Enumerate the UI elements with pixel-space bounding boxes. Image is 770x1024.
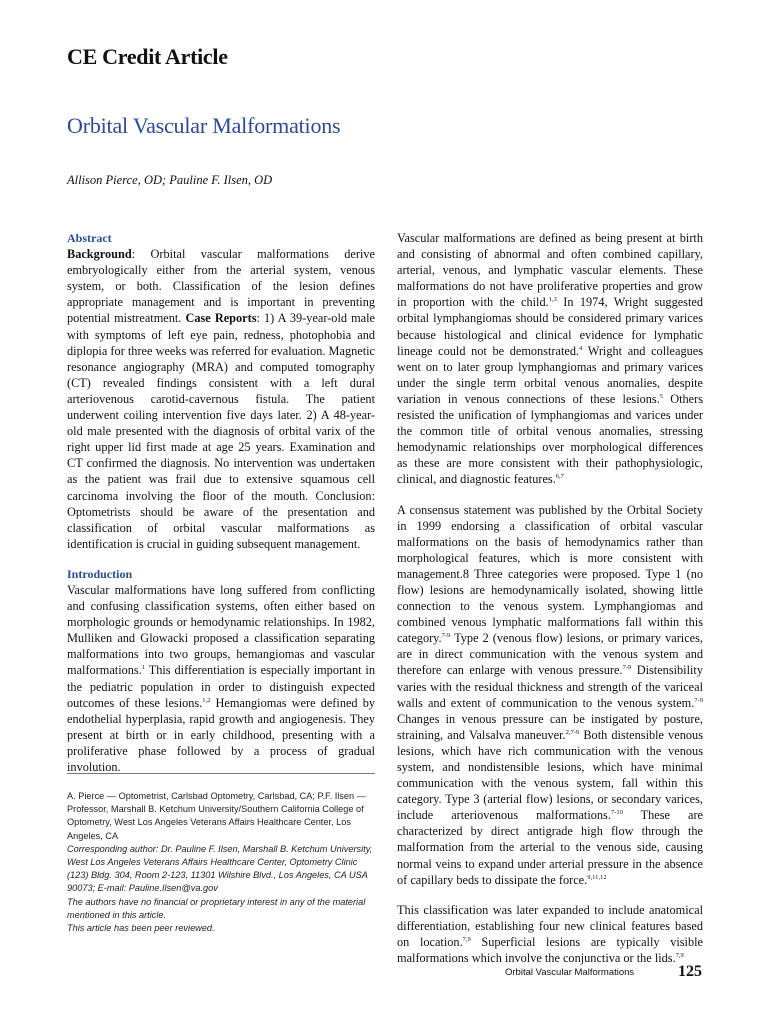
page-number: 125 <box>678 963 702 980</box>
introduction-text <box>67 582 375 775</box>
footnote <box>67 790 377 935</box>
text: A consensus statement was published by the Orbital Society in 1999 endorsing a classification of orbital vascular malformations on the basis of hemodynamics rather than morphological features, which is more consistent with management.8 Three categories were proposed. Type 1 (no flow) lesions are hemodynamically isolated, showing little connection to the venous system. Lymphangiomas and combined venous lymphatic malformations fall within this category. <box>397 502 703 646</box>
citation: 4 <box>579 344 583 352</box>
citation: 1,2 <box>202 696 211 704</box>
abstract-text <box>67 246 375 552</box>
authors: Allison Pierce, OD; Pauline F. Ilsen, OD <box>67 173 273 187</box>
text: In 1974, Wright suggested orbital lymphangiomas should be considered primary varices because histological and clinical evidence for lymphatic lineage could not be demonstrated. <box>397 295 703 358</box>
text: Changes in venous pressure can be instigated by posture, straining, and Valsalva maneuver. <box>397 711 703 742</box>
citation: 6,7 <box>555 473 564 481</box>
introduction-heading: Introduction <box>67 566 133 581</box>
peer-review-note: This article has been peer reviewed. <box>67 923 215 934</box>
citation: 7-9 <box>622 664 632 672</box>
abstract-heading: Abstract <box>67 231 112 245</box>
text: Wright and colleagues went on to later group lymphangiomas and primary varices under the single term orbital venous anomalies, despite variation in venous connections of these lesions. <box>397 343 703 406</box>
citation: 7-9 <box>441 632 451 640</box>
background-label: Background <box>67 247 132 262</box>
text: Others resisted the unification of lymphangiomas and varices under the common title of orbital venous anomalies, stressing hemodynamic relationships over morphological differences as these are more consistent with their pathophysiologic, clinical, and diagnostic features. <box>397 391 704 487</box>
text: Distensibility varies with the residual thickness and strength of the variceal walls and extent of communication to the venous system. <box>397 663 703 710</box>
text: These are characterized by direct antigrade high flow through the malformation from the arterial to the venous side, causing normal veins to expand under arterial pressure in the absence of capillary beds to dissipate the force. <box>397 808 703 887</box>
text: Vascular malformations are defined as being present at birth and consisting of abnormal and often combined capillary, arterial, venous, and lymphatic vascular elements. These malformations do not have proliferative properties and grow in proportion with the child. <box>397 231 703 310</box>
intro-text-3: Hemangiomas were defined by endothelial hyperplasia, rapid growth and angiogenesis. They present at birth or in early childhood, presenting with a proliferative phase followed by a process of gradual involution. <box>67 695 376 774</box>
left-column <box>67 230 375 775</box>
text: Both distensible venous lesions, which have rich communication with the venous system, and nondistensible lesions, which have minimal communication with the venous system, fall within this category. Type 3 (arterial flow) lesions, or secondary varices, include arteriovenous malformations. <box>397 727 703 823</box>
text: Type 2 (venous flow) lesions, or primary varices, are in direct communication with the venous system and therefore can enlarge with venous pressure. <box>397 631 703 678</box>
right-column <box>397 230 703 966</box>
paragraph-classification <box>397 902 703 966</box>
citation: 2,7-9 <box>565 728 580 736</box>
citation: 7,9 <box>675 952 684 960</box>
running-title: Orbital Vascular Malformations <box>505 967 635 978</box>
citation: 7-9 <box>694 696 703 704</box>
author-affiliations: A. Pierce — Optometrist, Carlsbad Optometry, Carlsbad, CA; P.F. Ilsen — Professor, Marshall B. Ketchum University/Southern California College of Optometry, West Los Angeles Veterans Affairs Healthcare Center, Los Angeles, CA <box>67 791 366 841</box>
citation: 5 <box>659 392 664 400</box>
corresponding-author: Corresponding author: Dr. Pauline F. Ilsen, Marshall B. Ketchum University, West Los Angeles Veterans Affairs Healthcare Center, Optometry Clinic (123) Bldg. 304, Room 2-123, 11301 Wilshire Blvd., Los Angeles, CA USA 90073; E-mail: Pauline.Ilsen@va.gov <box>67 843 373 894</box>
citation: 1,3 <box>548 296 557 304</box>
case-reports-label: Case Reports <box>185 311 257 326</box>
background-text: : Orbital vascular malformations derive embryologically either from the arterial system, venous system, or both. Classification of the lesion defines appropriate management and is important in preventing potential mistreatment. <box>67 247 375 326</box>
intro-text-1: Vascular malformations have long suffered from conflicting and confusing classification systems, often either based on morphologic grounds or hemodynamic relationships. In 1982, Mulliken and Glowacki proposed a classification separating malformations into two groups, hemangiomas and vascular malformations. <box>67 582 375 678</box>
article-title: Orbital Vascular Malformations <box>67 113 341 138</box>
text: This classification was later expanded to include anatomical differentiation, establishing four new clinical features based on location. <box>397 902 703 949</box>
text: Superficial lesions are typically visible malformations which involve the conjunctiva or the lids. <box>397 934 703 966</box>
intro-text-2: This differentiation is especially important in the pediatric population in order to distinguish expected outcomes of these lesions. <box>67 663 375 710</box>
case-reports-text: : 1) A 39-year-old male with symptoms of left eye pain, redness, photophobia and diplopia for three weeks was referred for evaluation. Magnetic resonance angiography (MRA) and computed tomography (CT) revealed findings consistent with a left dural arteriovenous carotid-cavernous fistula. The patient underwent coiling intervention five days later. 2) A 48-year-old male presented with the diagnosis of orbital varix of the right upper lid first made at age 25 years. Examination and CT confirmed the diagnosis. No intervention was undertaken as the patient was frail due to extensive squamous cell carcinoma involving the floor of the mouth. Conclusion: Optometrists should be aware of the presentation and classification of orbital vascular malformations as identification is crucial in guiding subsequent management. <box>67 311 375 551</box>
citation: 1 <box>141 664 146 672</box>
paragraph-consensus-statement <box>397 502 703 888</box>
citation: 7-10 <box>610 809 623 817</box>
disclosure: The authors have no financial or proprietary interest in any of the material mentioned in this article. <box>67 896 366 920</box>
citation: 7,9 <box>462 935 471 943</box>
paragraph-vascular-malformations <box>397 230 703 488</box>
section-header: CE Credit Article <box>67 44 228 69</box>
citation: 9,11,12 <box>587 873 607 881</box>
footnote-divider <box>67 773 375 774</box>
